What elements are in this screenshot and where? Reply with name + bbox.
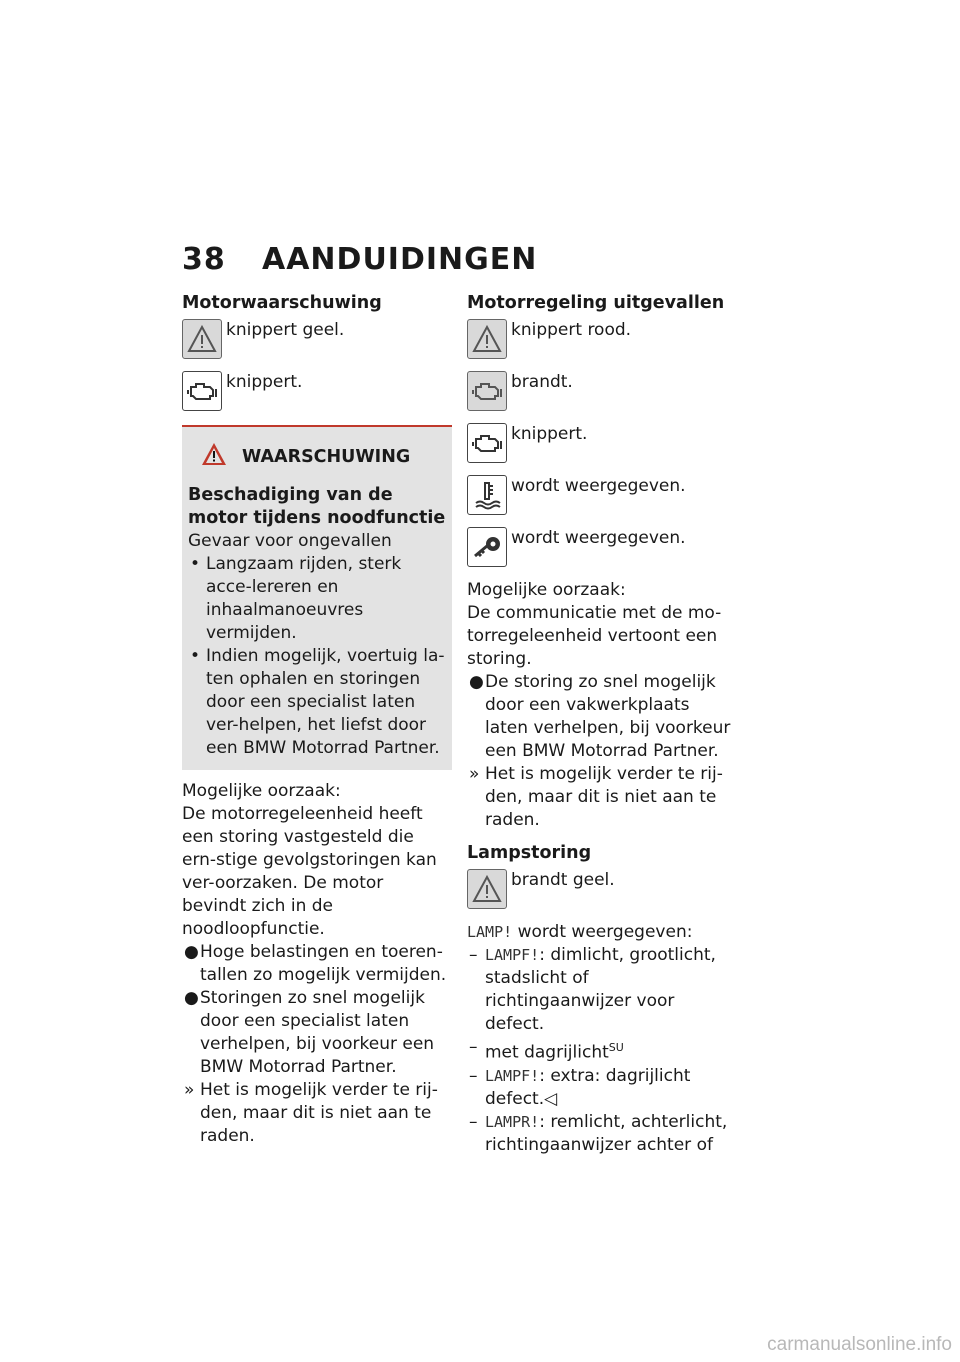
indicator-row (467, 869, 737, 913)
cause-text: De motorregeleenheid heeft een storing vastgesteld die ern-stige gevolgstoringen kan ver-oorzaken. De motor bevindt zich in de noodloopfunctie. (182, 804, 437, 939)
coolant-temperature-icon (467, 475, 507, 515)
indicator-row (467, 527, 737, 571)
warning-intro: Gevaar voor ongevallen (188, 531, 392, 551)
warning-box (182, 425, 452, 770)
engine-icon (182, 371, 222, 411)
list-item: • Indien mogelijk, voertuig la-ten ophalen en storingen door een specialist laten ver-helpen, het liefst door een BMW Motorrad Partner. (190, 646, 445, 758)
list-item: ● Hoge belastingen en toeren-tallen zo mogelijk vermijden. (184, 942, 447, 985)
list-item: ● Storingen zo snel mogelijk door een specialist laten verhelpen, bij voorkeur een BMW Motorrad Partner. (184, 988, 435, 1077)
indicator-row (467, 475, 737, 519)
warning-triangle-icon (200, 441, 228, 474)
indicator-text: knippert. (511, 424, 588, 444)
key-icon (467, 527, 507, 567)
cause-label: Mogelijke oorzaak: (182, 781, 341, 801)
list-item: » Het is mogelijk verder te rij-den, maar dit is niet aan te raden. (184, 1080, 438, 1146)
right-column (467, 292, 737, 1157)
indicator-text: wordt weergegeven. (511, 476, 686, 496)
list-item: – LAMPF!: dimlicht, grootlicht, stadslicht of richtingaanwijzer voor defect. (469, 945, 716, 1034)
list-item: – LAMPR!: remlicht, achterlicht, richtingaanwijzer achter of (469, 1111, 728, 1155)
list-item: – LAMPF!: extra: dagrijlicht defect.◁ (469, 1065, 691, 1109)
cause-label: Mogelijke oorzaak: (467, 580, 626, 600)
indicator-text: knippert geel. (226, 320, 345, 340)
section-title: Motorwaarschuwing (182, 293, 382, 313)
warning-triangle-icon (182, 319, 222, 359)
watermark: carmanualsonline.info (767, 1334, 952, 1355)
page-title: AANDUIDINGEN (262, 242, 538, 277)
indicator-text: wordt weergegeven. (511, 528, 686, 548)
list-item: – met dagrijlicht$^{SU}$ (469, 1037, 624, 1063)
section-title: Lampstoring (467, 843, 592, 863)
indicator-text: brandt geel. (511, 870, 615, 890)
list-item: • Langzaam rijden, sterk acce-lereren en inhaalmanoeuvres vermijden. (190, 554, 402, 643)
indicator-row (182, 319, 452, 363)
indicator-text: knippert. (226, 372, 303, 392)
page-number: 38 (182, 242, 226, 277)
cause-text: De communicatie met de mo-torregeleenheid vertoont een storing. (467, 603, 722, 669)
section-title: Motorregeling uitgevallen (467, 293, 725, 313)
warning-triangle-icon (467, 869, 507, 909)
warning-label: WAARSCHUWING (242, 447, 411, 467)
engine-icon (467, 371, 507, 411)
list-item: » Het is mogelijk verder te rij-den, maar dit is niet aan te raden. (469, 764, 723, 830)
indicator-row (467, 423, 737, 467)
engine-icon (467, 423, 507, 463)
warning-triangle-icon (467, 319, 507, 359)
warning-title: Beschadiging van de motor tijdens noodfunctie (188, 485, 446, 528)
list-item: ● De storing zo snel mogelijk door een vakwerkplaats laten verhelpen, bij voorkeur een BMW Motorrad Partner. (469, 672, 731, 761)
indicator-row (467, 319, 737, 363)
lamp-display-line: LAMP! wordt weergegeven: (467, 922, 693, 942)
indicator-text: knippert rood. (511, 320, 632, 340)
left-column (182, 292, 452, 1148)
indicator-row (467, 371, 737, 415)
indicator-row (182, 371, 452, 415)
indicator-text: brandt. (511, 372, 573, 392)
